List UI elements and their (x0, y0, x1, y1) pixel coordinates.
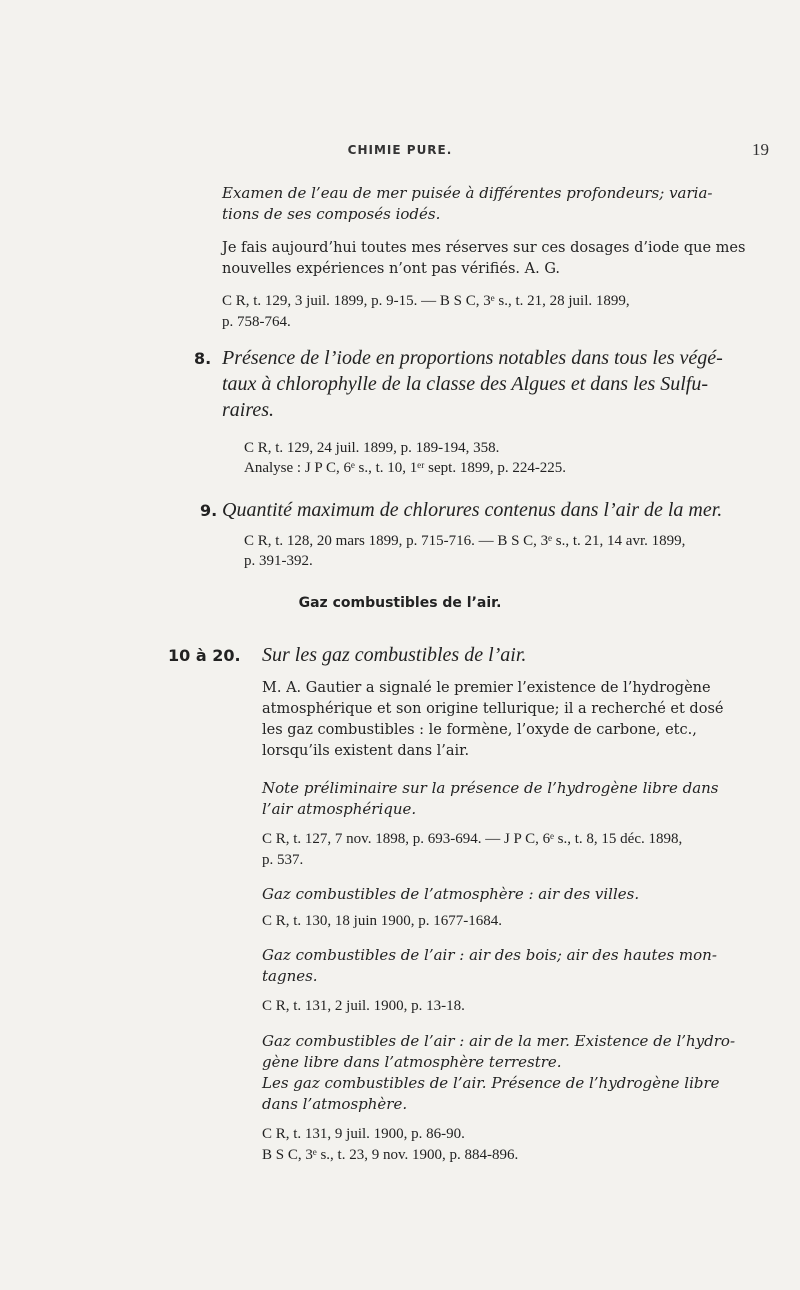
sub4-ref-line1: C R, t. 131, 9 juil. 1900, p. 86-90. (262, 1126, 465, 1142)
sub1-ref-line2: p. 537. (262, 852, 304, 868)
sub2-title: Gaz combustibles de l’atmosphère : air des villes. (262, 885, 640, 903)
intro-ref-line1: C R, t. 129, 3 juil. 1899, p. 9-15. — B S C, 3ᵉ s., t. 21, 28 juil. 1899, (222, 293, 630, 309)
entry-10-text-line2: atmosphérique et son origine tellurique; il a recherché et dosé (262, 701, 724, 717)
intro-text-line1: Je fais aujourd’hui toutes mes réserves sur ces dosages d’iode que mes (222, 240, 746, 256)
entry-8-ref-line2: Analyse : J P C, 6ᵉ s., t. 10, 1ᵉʳ sept. 1899, p. 224-225. (244, 460, 567, 476)
sub4-title-line1: Gaz combustibles de l’air : air de la mer. Existence de l’hydro- (262, 1032, 736, 1050)
sub1-ref-line1: C R, t. 127, 7 nov. 1898, p. 693-694. — J P C, 6ᵉ s., t. 8, 15 déc. 1898, (262, 831, 683, 847)
sub4-title-line2: gène libre dans l’atmosphère terrestre. (262, 1053, 562, 1071)
intro-title-line2: tions de ses composés iodés. (222, 205, 441, 223)
entry-10-text-line1: M. A. Gautier a signalé le premier l’existence de l’hydrogène (262, 680, 711, 696)
intro-text-line2: nouvelles expériences n’ont pas vérifiés. A. G. (222, 261, 560, 277)
entry-8-title-line2: taux à chlorophylle de la classe des Algues et dans les Sulfu- (222, 373, 709, 395)
entry-10-number: 10 à 20. (168, 646, 241, 665)
entry-9-title: Quantité maximum de chlorures contenus dans l’air de la mer. (222, 499, 723, 521)
entry-9-ref-line2: p. 391-392. (244, 553, 313, 569)
entry-9-number: 9. (200, 501, 218, 520)
section-heading: Gaz combustibles de l’air. (298, 595, 502, 611)
sub4-ref-line2: B S C, 3ᵉ s., t. 23, 9 nov. 1900, p. 884-896. (262, 1147, 519, 1163)
sub3-title-line1: Gaz combustibles de l’air : air des bois; air des hautes mon- (262, 946, 717, 964)
entry-8-ref-line1: C R, t. 129, 24 juil. 1899, p. 189-194, 358. (244, 440, 500, 456)
sub4-title-line3: Les gaz combustibles de l’air. Présence de l’hydrogène libre (262, 1074, 720, 1092)
intro-ref-line2: p. 758-764. (222, 314, 291, 330)
sub3-title-line2: tagnes. (262, 967, 318, 985)
entry-8-title-line3: raires. (222, 399, 275, 421)
sub3-ref: C R, t. 131, 2 juil. 1900, p. 13-18. (262, 998, 465, 1014)
entry-10-title: Sur les gaz combustibles de l’air. (262, 644, 527, 666)
entry-10-text-line4: lorsqu’ils existent dans l’air. (262, 743, 470, 759)
entry-9-ref-line1: C R, t. 128, 20 mars 1899, p. 715-716. — B S C, 3ᵉ s., t. 21, 14 avr. 1899, (244, 533, 686, 549)
page-number: 19 (752, 140, 769, 159)
sub4-title-line4: dans l’atmosphère. (262, 1095, 408, 1113)
entry-8-number: 8. (194, 349, 212, 368)
entry-8-title-line1: Présence de l’iode en proportions notables dans tous les végé- (222, 347, 723, 369)
intro-title-line1: Examen de l’eau de mer puisée à différentes profondeurs; varia- (222, 184, 713, 202)
entry-10-text-line3: les gaz combustibles : le formène, l’oxyde de carbone, etc., (262, 722, 697, 738)
sub1-title-line1: Note préliminaire sur la présence de l’hydrogène libre dans (262, 779, 719, 797)
sub1-title-line2: l’air atmosphérique. (262, 800, 417, 818)
sub2-ref: C R, t. 130, 18 juin 1900, p. 1677-1684. (262, 913, 503, 929)
running-header: CHIMIE PURE. (347, 143, 453, 157)
